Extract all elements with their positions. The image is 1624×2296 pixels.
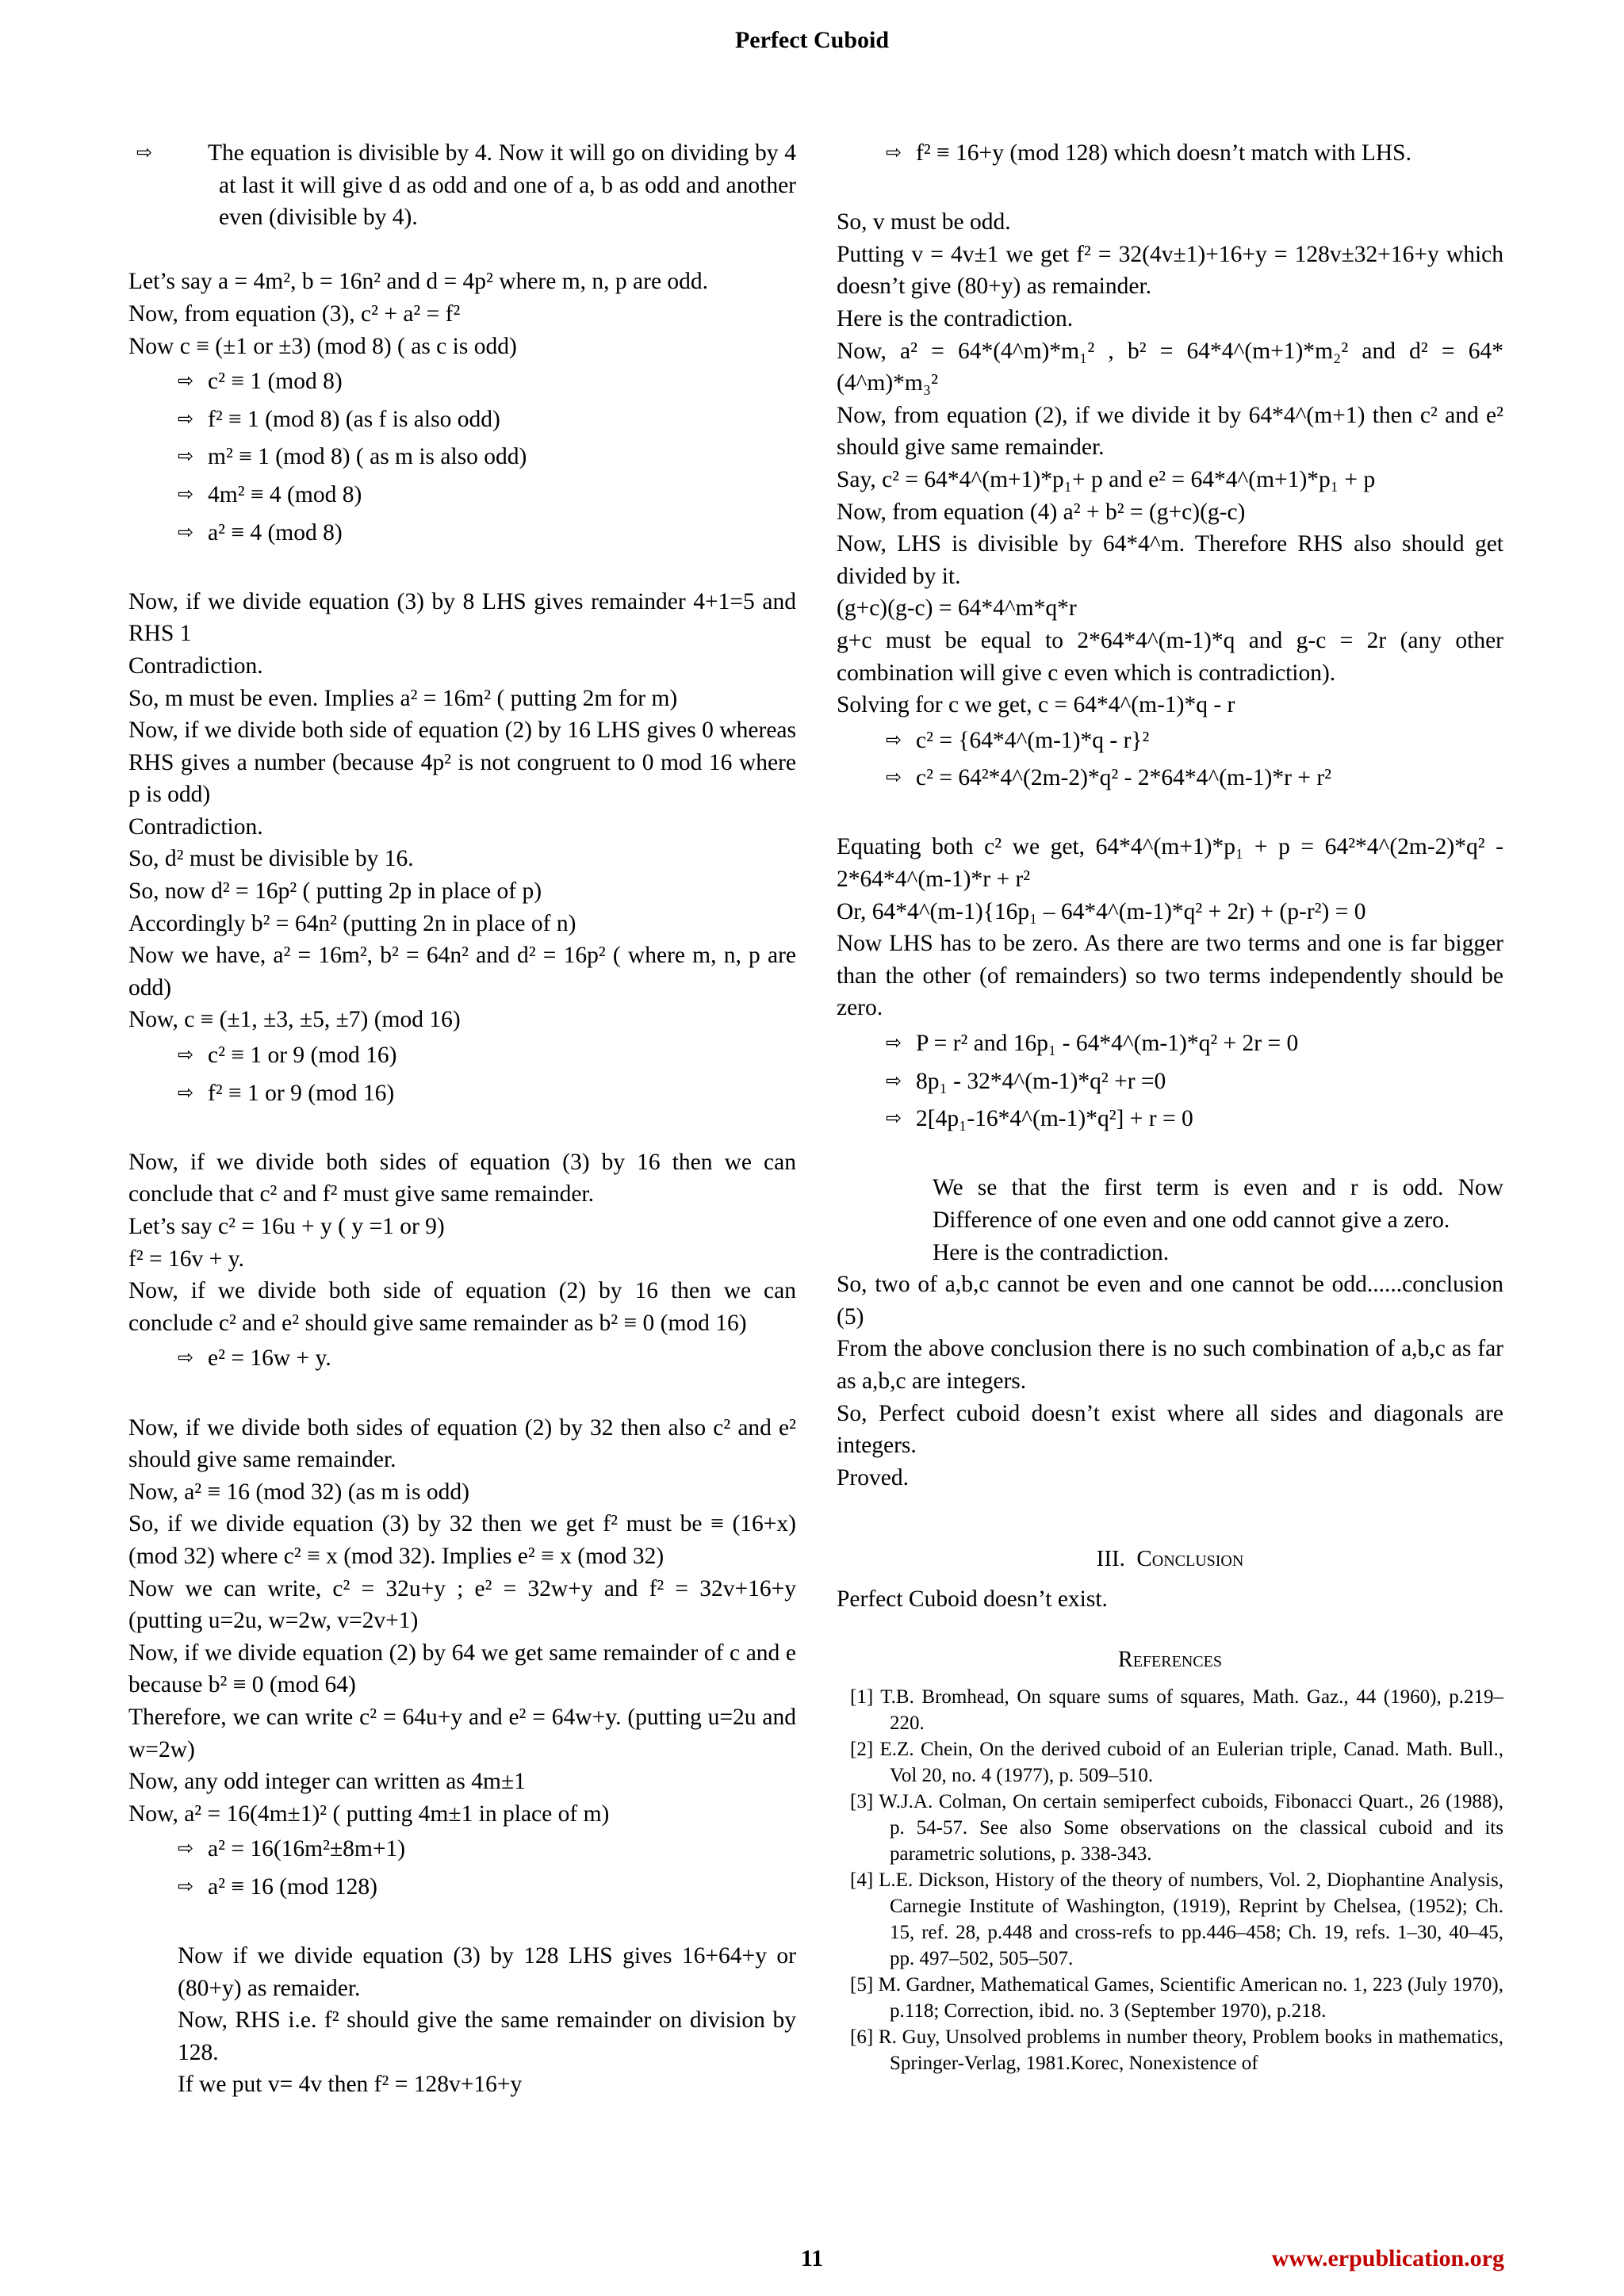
reference-item: [6] R. Guy, Unsolved problems in number theory, Problem books in mathematics, Springer-Verlag, 1981.Korec, Nonexistence of: [850, 2026, 1503, 2075]
right-arrow-icon: ⇨: [178, 1043, 194, 1066]
implication-line: ⇨ c² = 64²*4^(2m-2)*q² - 2*64*4^(m-1)*r + r²: [886, 761, 1503, 794]
section-number: III.: [1096, 1546, 1125, 1572]
paragraph: Now LHS has to be zero. As there are two terms and one is far bigger than the other (of remainders) so two terms independently should be zero.: [837, 931, 1503, 1021]
paragraph: Now, from equation (3), c² + a² = f²: [128, 300, 461, 327]
paragraph: Now, LHS is divisible by 64*4^m. Therefore RHS also should get divided by it.: [837, 531, 1503, 589]
implication-line: ⇨ c² ≡ 1 or 9 (mod 16): [178, 1039, 796, 1072]
right-arrow-icon: ⇨: [178, 1837, 194, 1860]
paragraph: So, m must be even. Implies a² = 16m² ( putting 2m for m): [128, 685, 678, 711]
implication-line: ⇨ a² = 16(16m²±8m+1): [178, 1832, 796, 1866]
left-column: [128, 136, 796, 2101]
paragraph: Let’s say c² = 16u + y ( y =1 or 9): [128, 1214, 445, 1239]
right-arrow-icon: ⇨: [178, 1346, 194, 1369]
indented-paragraph: We se that the first term is even and r is odd. Now Difference of one even and one odd cannot give a zero.: [933, 1175, 1503, 1233]
paragraph: Now, from equation (4) a² + b² = (g+c)(g-c): [837, 499, 1246, 525]
right-arrow-icon: ⇨: [178, 407, 194, 430]
spacer: [837, 174, 1503, 207]
right-column: [837, 136, 1503, 2076]
journal-url[interactable]: www.erpublication.org: [1271, 2245, 1504, 2271]
paragraph: Putting v = 4v±1 we get f² = 32(4v±1)+16+y = 128v±32+16+y which doesn’t give (80+y) as remainder.: [837, 241, 1503, 300]
indented-paragraph: Now if we divide equation (3) by 128 LHS gives 16+64+y or (80+y) as remaider.: [178, 1943, 796, 2001]
right-arrow-icon: ⇨: [886, 141, 902, 163]
paragraph: Now, a² ≡ 16 (mod 32) (as m is odd): [128, 1479, 469, 1505]
reference-item: [1] T.B. Bromhead, On square sums of squares, Math. Gaz., 44 (1960), p.219–220.: [850, 1686, 1503, 1735]
paragraph: Or, 64*4^(m-1){16p₁ – 64*4^(m-1)*q² + 2r) + (p-r²) = 0: [837, 898, 1366, 924]
right-arrow-icon: ⇨: [886, 1107, 902, 1130]
reference-item: [4] L.E. Dickson, History of the theory of numbers, Vol. 2, Diophantine Analysis, Carnegie Institute of Washington, (1919), Reprint by Chelsea, (1952); Ch. 15, ref. 28, p.448 and cross-refs to pp.446–458; Ch. 19, refs. 1–30, 40–45, pp. 497–502, 505–507.: [850, 1869, 1503, 1970]
paragraph: Say, c² = 64*4^(m+1)*p₁+ p and e² = 64*4^(m+1)*p₁ + p: [837, 466, 1376, 492]
indented-paragraph: If we put v= 4v then f² = 128v+16+y: [178, 2072, 523, 2098]
right-arrow-icon: ⇨: [886, 766, 902, 789]
paragraph: So, now d² = 16p² ( putting 2p in place of p): [128, 878, 542, 905]
paragraph: So, two of a,b,c cannot be even and one cannot be odd......conclusion (5): [837, 1272, 1503, 1330]
right-arrow-icon: ⇨: [886, 1031, 902, 1054]
paragraph: Now we have, a² = 16m², b² = 64n² and d² = 16p² ( where m, n, p are odd): [128, 943, 796, 1001]
implication-line: ⇨ f² ≡ 1 or 9 (mod 16): [178, 1077, 796, 1110]
spacer: [837, 1140, 1503, 1173]
reference-item: [3] W.J.A. Colman, On certain semiperfect cuboids, Fibonacci Quart., 26 (1988), p. 54-57. See also Some observations on the classical cuboid and its parametric solutions, p. 338-343.: [850, 1791, 1503, 1866]
paragraph: Now we can write, c² = 32u+y ; e² = 32w+y and f² = 32v+16+y (putting u=2u, w=2w, v=2v+1): [128, 1575, 796, 1634]
paragraph: Contradiction.: [128, 652, 263, 679]
paragraph: So, Perfect cuboid doesn’t exist where all sides and diagonals are integers.: [837, 1400, 1503, 1459]
paragraph: Contradiction.: [128, 813, 263, 840]
spacer: [128, 1380, 796, 1412]
paragraph: Now, a² = 64*(4^m)*m₁² , b² = 64*4^(m+1)*m₂² and d² = 64*(4^m)*m₃²: [837, 338, 1503, 396]
implication-line: ⇨ a² ≡ 4 (mod 8): [178, 516, 796, 549]
page-number: 11: [800, 2245, 824, 2271]
implication-line: ⇨ c² = {64*4^(m-1)*q - r}²: [886, 724, 1503, 757]
paragraph: Now, from equation (2), if we divide it by 64*4^(m+1) then c² and e² should give same remainder.: [837, 402, 1503, 461]
paragraph: Now, a² = 16(4m±1)² ( putting 4m±1 in place of m): [128, 1800, 610, 1827]
paragraph: From the above conclusion there is no such combination of a,b,c as far as a,b,c are integers.: [837, 1336, 1503, 1394]
paragraph: Now, any odd integer can written as 4m±1: [128, 1769, 526, 1795]
section-heading: [837, 1543, 1503, 1575]
implication-line: ⇨ f² ≡ 1 (mod 8) (as f is also odd): [178, 403, 796, 436]
paragraph: Equating both c² we get, 64*4^(m+1)*p₁ + p = 64²*4^(2m-2)*q² - 2*64*4^(m-1)*r + r²: [837, 834, 1503, 893]
paragraph: Now, if we divide both sides of equation (2) by 32 then also c² and e² should give same remainder.: [128, 1414, 796, 1473]
implication-line: ⇨ 4m² ≡ 4 (mod 8): [178, 478, 796, 511]
implication-line: ⇨ a² ≡ 16 (mod 128): [178, 1870, 796, 1904]
reference-item: [5] M. Gardner, Mathematical Games, Scientific American no. 1, 223 (July 1970), p.118; Correction, ibid. no. 3 (September 1970), p.218.: [850, 1974, 1503, 2022]
spacer: [128, 1114, 796, 1146]
paragraph: f² = 16v + y.: [128, 1246, 244, 1272]
indented-paragraph: Now, RHS i.e. f² should give the same remainder on division by 128.: [178, 2007, 796, 2065]
spacer: [128, 234, 796, 266]
implication-line: ⇨ e² = 16w + y.: [178, 1341, 796, 1375]
paragraph: Now, c ≡ (±1, ±3, ±5, ±7) (mod 16): [128, 1007, 461, 1033]
paragraph: g+c must be equal to 2*64*4^(m-1)*q and g-c = 2r (any other combination will give c even which is contradiction).: [837, 627, 1503, 686]
implication-line: ⇨ P = r² and 16p₁ - 64*4^(m-1)*q² + 2r = 0: [886, 1027, 1503, 1060]
right-arrow-icon: ⇨: [136, 141, 153, 163]
paragraph: Therefore, we can write c² = 64u+y and e² = 64w+y. (putting u=2u and w=2w): [128, 1704, 796, 1762]
paragraph: So, if we divide equation (3) by 32 then we get f² must be ≡ (16+x) (mod 32) where c² ≡ x (mod 32). Implies e² ≡ x (mod 32): [128, 1511, 796, 1569]
right-arrow-icon: ⇨: [178, 520, 194, 543]
implication-line: ⇨ c² ≡ 1 (mod 8): [178, 365, 796, 398]
right-arrow-icon: ⇨: [178, 445, 194, 468]
running-header: Perfect Cuboid: [734, 27, 890, 53]
paragraph: Accordingly b² = 64n² (putting 2n in place of n): [128, 910, 576, 936]
paragraph: Now, if we divide both sides of equation (3) by 16 then we can conclude that c² and f² must give same remainder.: [128, 1149, 796, 1207]
paragraph: Here is the contradiction.: [837, 305, 1074, 331]
right-arrow-icon: ⇨: [178, 1081, 194, 1104]
paragraph: So, d² must be divisible by 16.: [128, 846, 414, 872]
right-arrow-icon: ⇨: [886, 1069, 902, 1092]
spacer: [128, 1908, 796, 1940]
right-arrow-icon: ⇨: [178, 369, 194, 392]
right-arrow-icon: ⇨: [178, 482, 194, 505]
conclusion-text: Perfect Cuboid doesn’t exist.: [837, 1586, 1108, 1612]
reference-item: [2] E.Z. Chein, On the derived cuboid of an Eulerian triple, Canad. Math. Bull., Vol 20, no. 4 (1977), p. 509–510.: [850, 1739, 1503, 1787]
paragraph: Solving for c we get, c = 64*4^(m-1)*q - r: [837, 692, 1235, 718]
right-arrow-icon: ⇨: [886, 728, 902, 751]
spacer: [128, 553, 796, 586]
paragraph: Now, if we divide equation (3) by 8 LHS gives remainder 4+1=5 and RHS 1: [128, 588, 796, 647]
indented-paragraph: Here is the contradiction.: [933, 1239, 1170, 1265]
paragraph: Proved.: [837, 1464, 909, 1490]
implication-line: ⇨ 2[4p₁-16*4^(m-1)*q²] + r = 0: [886, 1102, 1503, 1135]
paragraph: So, v must be odd.: [837, 209, 1011, 235]
references-heading: References: [1118, 1647, 1222, 1672]
implication-line: ⇨ The equation is divisible by 4. Now it will go on dividing by 4 at last it will give d as odd and one of a, b as odd and another even (divisible by 4).: [178, 136, 796, 234]
section-title: Conclusion: [1136, 1546, 1244, 1572]
paragraph: Let’s say a = 4m², b = 16n² and d = 4p² where m, n, p are odd.: [128, 269, 709, 295]
implication-line: ⇨ 8p₁ - 32*4^(m-1)*q² +r =0: [886, 1065, 1503, 1098]
paragraph: Now, if we divide both side of equation (2) by 16 then we can conclude c² and e² should give same remainder as b² ≡ 0 (mod 16): [128, 1278, 796, 1336]
right-arrow-icon: ⇨: [178, 1874, 194, 1897]
paragraph: Now, if we divide equation (2) by 64 we get same remainder of c and e because b² ≡ 0 (mod 64): [128, 1640, 796, 1698]
paragraph: Now c ≡ (±1 or ±3) (mod 8) ( as c is odd): [128, 333, 517, 359]
implication-line: ⇨ f² ≡ 16+y (mod 128) which doesn’t match with LHS.: [886, 136, 1503, 170]
paragraph: Now, if we divide both side of equation (2) by 16 LHS gives 0 whereas RHS gives a number (because 4p² is not congruent to 0 mod 16 where p is odd): [128, 718, 796, 808]
spacer: [837, 799, 1503, 832]
reference-list: [837, 1684, 1503, 2076]
paragraph: (g+c)(g-c) = 64*4^m*q*r: [837, 595, 1077, 622]
implication-line: ⇨ m² ≡ 1 (mod 8) ( as m is also odd): [178, 440, 796, 473]
